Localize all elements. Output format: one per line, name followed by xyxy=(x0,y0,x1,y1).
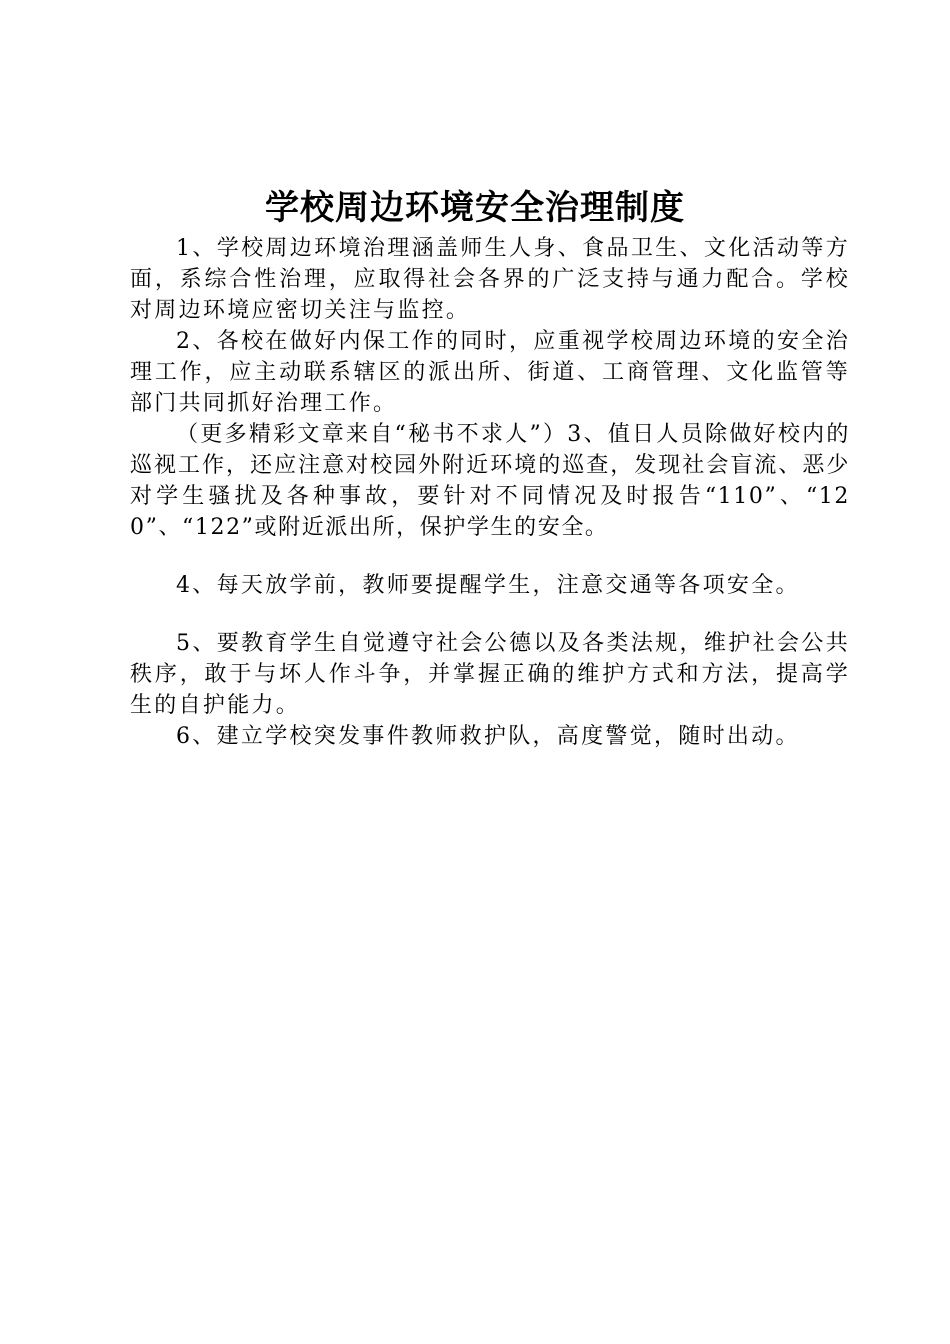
document-title: 学校周边环境安全治理制度 xyxy=(265,188,685,228)
document-body xyxy=(130,233,850,752)
paragraph-1: 1、学校周边环境治理涵盖师生人身、食品卫生、文化活动等方面，系综合性治理，应取得社会各界的广泛支持与通力配合。学校对周边环境应密切关注与监控。 xyxy=(130,236,850,323)
paragraph-5: 5、要教育学生自觉遵守社会公德以及各类法规，维护社会公共秩序，敢于与坏人作斗争，并掌握正确的维护方式和方法，提高学生的自护能力。 xyxy=(130,631,850,718)
paragraph-3: （更多精彩文章来自“秘书不求人”）3、值日人员除做好校内的巡视工作，还应注意对校园外附近环境的巡查，发现社会盲流、恶少对学生骚扰及各种事故，要针对不同情况及时报告“110”、“120”、“122”或附近派出所，保护学生的安全。 xyxy=(130,422,850,540)
paragraph-6: 6、建立学校突发事件教师救护队，高度警觉，随时出动。 xyxy=(176,724,800,749)
paragraph-spacer xyxy=(130,601,850,628)
paragraph-4: 4、每天放学前，教师要提醒学生，注意交通等各项安全。 xyxy=(176,573,800,598)
paragraph-spacer xyxy=(130,543,850,570)
paragraph-2: 2、各校在做好内保工作的同时，应重视学校周边环境的安全治理工作，应主动联系辖区的派出所、街道、工商管理、文化监管等部门共同抓好治理工作。 xyxy=(130,329,850,416)
